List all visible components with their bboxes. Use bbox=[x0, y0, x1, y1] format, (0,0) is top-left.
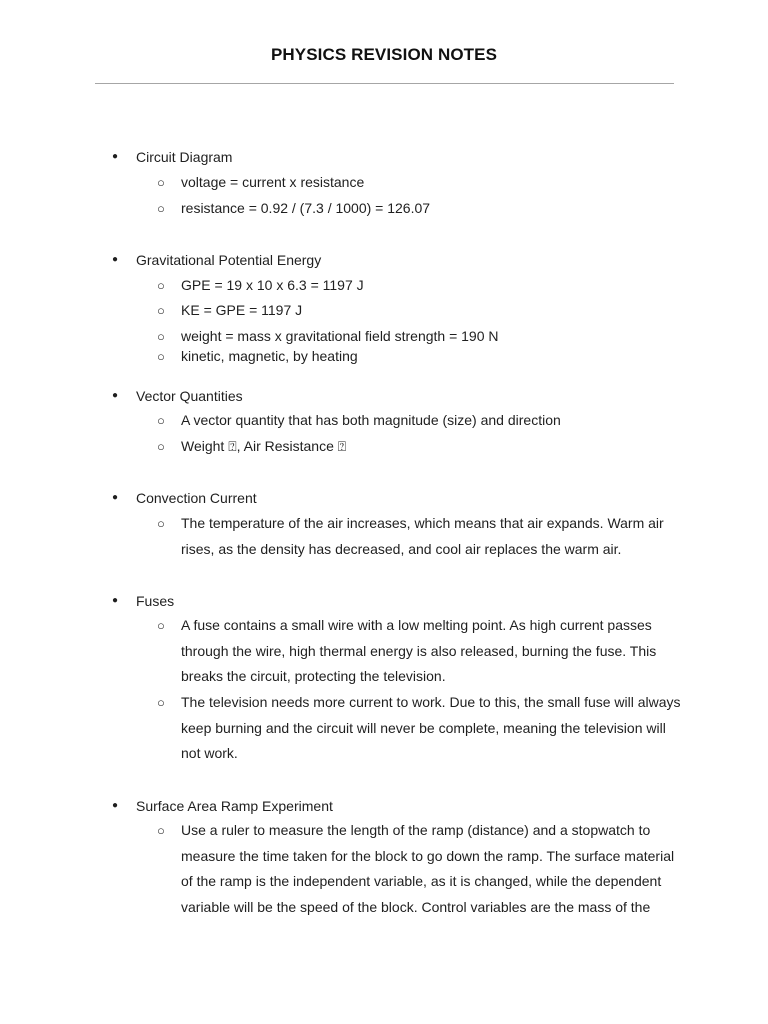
list-item: GPE = 19 x 10 x 6.3 = 1197 J bbox=[181, 277, 364, 293]
list-item: The television needs more current to work. Due to this, the small fuse will always keep burning and the circuit will never be complete, meaning the television will not work. bbox=[181, 694, 681, 762]
bullet-icon: ● bbox=[112, 254, 119, 265]
list-item: Weight ⍰, Air Resistance ⍰ bbox=[181, 438, 347, 454]
sub-bullet-icon: ○ bbox=[157, 439, 165, 454]
sub-bullet-icon: ○ bbox=[157, 329, 165, 344]
section-heading: Vector Quantities bbox=[136, 388, 243, 404]
list-item: A vector quantity that has both magnitude (size) and direction bbox=[181, 412, 561, 428]
list-item: The temperature of the air increases, which means that air expands. Warm air rises, as the density has decreased, and cool air replaces the warm air. bbox=[181, 515, 664, 557]
sub-bullet-icon: ○ bbox=[157, 349, 165, 364]
bullet-icon: ● bbox=[112, 492, 119, 503]
bullet-icon: ● bbox=[112, 800, 119, 811]
list-item: voltage = current x resistance bbox=[181, 174, 365, 190]
list-item: weight = mass x gravitational field strength = 190 N bbox=[181, 328, 499, 344]
list-item: kinetic, magnetic, by heating bbox=[181, 348, 358, 364]
list-item: resistance = 0.92 / (7.3 / 1000) = 126.07 bbox=[181, 200, 431, 216]
sub-bullet-icon: ○ bbox=[157, 413, 165, 428]
sub-bullet-icon: ○ bbox=[157, 175, 165, 190]
bullet-icon: ● bbox=[112, 595, 119, 606]
list-item: Use a ruler to measure the length of the ramp (distance) and a stopwatch to measure the time taken for the block to go down the ramp. The surface material of the ramp is the independent variable, as it is changed, while the dependent variable will be the speed of the block. Control variables are the mass of the bbox=[181, 822, 675, 915]
sub-bullet-icon: ○ bbox=[157, 303, 165, 318]
section-heading: Gravitational Potential Energy bbox=[136, 252, 322, 268]
section-heading: Circuit Diagram bbox=[136, 149, 233, 165]
sub-bullet-icon: ○ bbox=[157, 823, 165, 838]
bullet-icon: ● bbox=[112, 151, 119, 162]
list-item: KE = GPE = 1197 J bbox=[181, 302, 303, 318]
sub-bullet-icon: ○ bbox=[157, 278, 165, 293]
sub-bullet-icon: ○ bbox=[157, 201, 165, 216]
section-heading: Surface Area Ramp Experiment bbox=[136, 798, 333, 814]
sub-bullet-icon: ○ bbox=[157, 618, 165, 633]
list-item: A fuse contains a small wire with a low melting point. As high current passes through the wire, high thermal energy is also released, burning the fuse. This breaks the circuit, protecting the television. bbox=[181, 617, 657, 685]
page-title: PHYSICS REVISION NOTES bbox=[270, 45, 498, 64]
section-heading: Fuses bbox=[136, 593, 175, 609]
sub-bullet-icon: ○ bbox=[157, 516, 165, 531]
sub-bullet-icon: ○ bbox=[157, 695, 165, 710]
bullet-icon: ● bbox=[112, 390, 119, 401]
section-heading: Convection Current bbox=[136, 490, 257, 506]
